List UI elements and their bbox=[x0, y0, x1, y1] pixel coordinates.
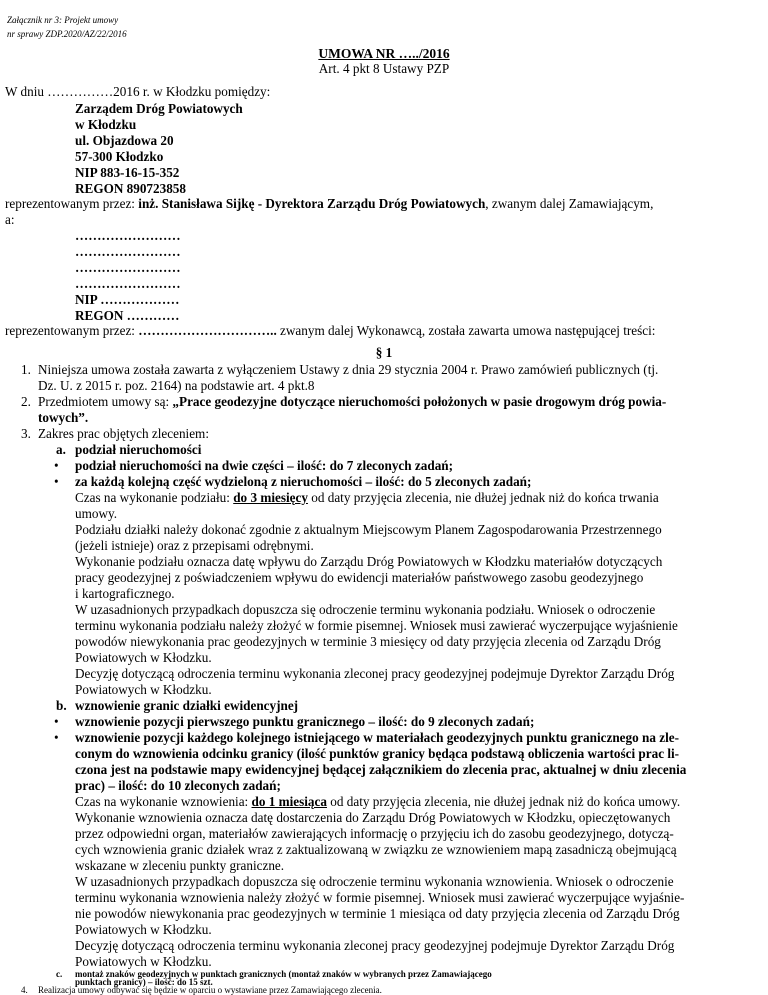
attachment-line-2: nr sprawy ZDP.2020/AZ/22/2016 bbox=[7, 29, 127, 39]
p2-prefix: Przedmiotem umowy są: bbox=[38, 394, 173, 409]
contractor-regon: REGON ………… bbox=[75, 308, 180, 323]
p2-line-1 bbox=[38, 394, 666, 409]
intro-date-line: W dniu ……………2016 r. w Kłodzku pomiędzy: bbox=[5, 84, 271, 99]
item-c-line-1: montaż znaków geodezyjnych w punktach granicznych (montaż znaków w wybranych przez Zamawiającego bbox=[75, 969, 492, 979]
item-a-bullet-1: • podział nieruchomości na dwie części – ilość: do 7 zleconych zadań; bbox=[75, 458, 453, 473]
item-b-bullet-1: • wznowienie pozycji pierwszego punktu granicznego – ilość: do 9 zleconych zadań; bbox=[75, 714, 534, 729]
rep2-suffix: zwanym dalej Wykonawcą, została zawarta umowa następującej treści: bbox=[276, 323, 656, 338]
p1-line-2: Dz. U. z 2015 r. poz. 2164) na podstawie art. 4 pkt.8 bbox=[38, 378, 315, 393]
item-a-time-line bbox=[75, 490, 659, 505]
item-b-bullet-2-line-3: czona jest na podstawie mapy ewidencyjnej będącej załącznikiem do zlecenia prac, aktualnej w dniu zlecenia bbox=[75, 762, 687, 777]
item-a-exec-2: pracy geodezyjnej z poświadczeniem wpływu do ewidencji materiałów państwowego zasobu geodezyjnego bbox=[75, 570, 644, 585]
item-b-dec-1: Decyzję dotyczącą odroczenia terminu wykonania zleconej pracy geodezyjnej podejmuje Dyrektor Zarządu Dróg bbox=[75, 938, 675, 953]
rep2-prefix: reprezentowanym przez: bbox=[5, 323, 139, 338]
p4-text: Realizacja umowy odbywać się będzie w oparciu o wystawiane przez Zamawiającego zlecenia. bbox=[38, 985, 382, 995]
item-b-just-4: Powiatowych w Kłodzku. bbox=[75, 922, 212, 937]
contractor-line-4: …………………… bbox=[75, 276, 181, 291]
item-a-exec-3: i kartograficznego. bbox=[75, 586, 175, 601]
a-time-prefix: Czas na wykonanie podziału: bbox=[75, 490, 234, 505]
item-b-bullet-2-line-2: conym do wznowienia odcinku granicy (ilość punktów granicy będąca podstawą obliczenia wartości prac li- bbox=[75, 746, 680, 761]
item-a-just-1: W uzasadnionych przypadkach dopuszcza się odroczenie terminu wykonania podziału. Wniosek o odroczenie bbox=[75, 602, 656, 617]
item-a-title: podział nieruchomości bbox=[75, 442, 202, 457]
p3-number: 3. bbox=[21, 426, 31, 441]
attachment-header bbox=[7, 13, 127, 41]
a-time-suffix: od daty przyjęcia zlecenia, nie dłużej jednak niż do końca trwania bbox=[307, 490, 659, 505]
contractor-line-2: …………………… bbox=[75, 244, 181, 259]
item-b-just-3: nie powodów niewykonania prac geodezyjnych w terminie 1 miesiąca od daty przyjęcia zlecenia od Zarządu Dróg bbox=[75, 906, 680, 921]
item-b-just-1: W uzasadnionych przypadkach dopuszcza się odroczenie terminu wykonania wznowienia. Wniosek o odroczenie bbox=[75, 874, 674, 889]
item-b-exec-2: przez odpowiedni organ, materiałów zawierających informację o przyjęciu ich do zasobu geodezyjnego, dotyczą- bbox=[75, 826, 674, 841]
zdp-name: Zarządem Dróg Powiatowych bbox=[75, 101, 243, 116]
rep-name: inż. Stanisława Sijkę - Dyrektora Zarządu Dróg Powiatowych bbox=[138, 196, 486, 211]
item-a-bullet-2: • za każdą kolejną część wydzieloną z nieruchomości – ilość: do 5 zleconych zadań; bbox=[75, 474, 531, 489]
p4-number: 4. bbox=[21, 985, 28, 995]
item-b-label: b. bbox=[56, 698, 67, 713]
a-time-deadline: do 3 miesięcy bbox=[233, 490, 308, 505]
section-heading: § 1 bbox=[375, 345, 393, 360]
p1-line-1: Niniejsza umowa została zawarta z wyłączeniem Ustawy z dnia 29 stycznia 2004 r. Prawo zamówień publicznych (tj. bbox=[38, 362, 659, 377]
rep-prefix: reprezentowanym przez: bbox=[5, 196, 139, 211]
contractor-nip: NIP ……………… bbox=[75, 292, 180, 307]
item-a-just-3: powodów niewykonania prac geodezyjnych w terminie 3 miesięcy od daty przyjęcia zlecenia od Zarządu Dróg bbox=[75, 634, 661, 649]
contractor-line-3: …………………… bbox=[75, 260, 181, 275]
zdp-street: ul. Objazdowa 20 bbox=[75, 133, 174, 148]
item-a-dec-1: Decyzję dotyczącą odroczenia terminu wykonania zleconej pracy geodezyjnej podejmuje Dyrektor Zarządu Dróg bbox=[75, 666, 675, 681]
representative2-line bbox=[5, 323, 655, 338]
p2-subject: „Prace geodezyjne dotyczące nieruchomości położonych w pasie drogowym dróg powia- bbox=[172, 394, 667, 409]
item-a-plan-1: Podziału działki należy dokonać zgodnie z aktualnym Miejscowym Planem Zagospodarowania Przestrzennego bbox=[75, 522, 662, 537]
item-b-dec-2: Powiatowych w Kłodzku. bbox=[75, 954, 212, 969]
b-time-prefix: Czas na wykonanie wznowienia: bbox=[75, 794, 252, 809]
item-b-time-line bbox=[75, 794, 680, 809]
item-a-label: a. bbox=[56, 442, 66, 457]
item-b-bullet-2-line-4: prac) – ilość: do 10 zleconych zadań; bbox=[75, 778, 281, 793]
item-b-exec-4: wskazane w zleceniu punkty graniczne. bbox=[75, 858, 285, 873]
item-a-dec-2: Powiatowych w Kłodzku. bbox=[75, 682, 212, 697]
rep-suffix: , zwanym dalej Zamawiającym, bbox=[485, 196, 654, 211]
contract-title: UMOWA NR …../2016 bbox=[318, 46, 450, 61]
item-a-time-line-2: umowy. bbox=[75, 506, 118, 521]
p1-number: 1. bbox=[21, 362, 31, 377]
contract-subtitle: Art. 4 pkt 8 Ustawy PZP bbox=[318, 61, 450, 76]
item-a-just-4: Powiatowych w Kłodzku. bbox=[75, 650, 212, 665]
b-time-suffix: od daty przyjęcia zlecenia, nie dłużej jednak niż do końca umowy. bbox=[326, 794, 681, 809]
contractor-line-1: …………………… bbox=[75, 228, 181, 243]
item-a-just-2: terminu wykonania podziału należy złożyć w formie pisemnej. Wniosek musi zawierać wyczerpujące wyjaśnienie bbox=[75, 618, 678, 633]
rep2-dots: ………………………….. bbox=[138, 323, 277, 338]
zdp-nip: NIP 883-16-15-352 bbox=[75, 165, 180, 180]
representative-line bbox=[5, 196, 653, 211]
rep-continuation: a: bbox=[5, 212, 15, 227]
p2-number: 2. bbox=[21, 394, 31, 409]
item-b-just-2: terminu wykonania wznowienia należy złożyć w formie pisemnej. Wniosek musi zawierać wyczerpujące wyjaśnie- bbox=[75, 890, 685, 905]
item-a-plan-2: (jeżeli istnieje) oraz z przepisami odrębnymi. bbox=[75, 538, 314, 553]
zdp-city: w Kłodzku bbox=[75, 117, 137, 132]
p3-text: Zakres prac objętych zleceniem: bbox=[38, 426, 209, 441]
attachment-line-1: Załącznik nr 3: Projekt umowy bbox=[7, 15, 119, 25]
item-b-bullet-2-line-1: • wznowienie pozycji każdego kolejnego istniejącego w materiałach geodezyjnych punktu granicznego na zle- bbox=[75, 730, 679, 745]
b-time-deadline: do 1 miesiąca bbox=[251, 794, 327, 809]
zdp-regon: REGON 890723858 bbox=[75, 181, 186, 196]
zdp-postcode: 57-300 Kłodzko bbox=[75, 149, 164, 164]
item-a-exec-1: Wykonanie podziału oznacza datę wpływu do Zarządu Dróg Powiatowych w Kłodzku materiałów dotyczących bbox=[75, 554, 663, 569]
item-b-title: wznowienie granic działki ewidencyjnej bbox=[75, 698, 299, 713]
p2-line-2: towych”. bbox=[38, 410, 89, 425]
item-b-exec-1: Wykonanie wznowienia oznacza datę dostarczenia do Zarządu Dróg Powiatowych w Kłodzku, opieczętowanych bbox=[75, 810, 671, 825]
item-c-label: c. bbox=[56, 969, 63, 979]
item-c-line-2: punktach granicy) – ilość: do 15 szt. bbox=[75, 977, 213, 987]
item-b-exec-3: cych wznowienia granic działek wraz z zaktualizowaną w związku ze wznowieniem mapą zasadniczą obejmującą bbox=[75, 842, 677, 857]
